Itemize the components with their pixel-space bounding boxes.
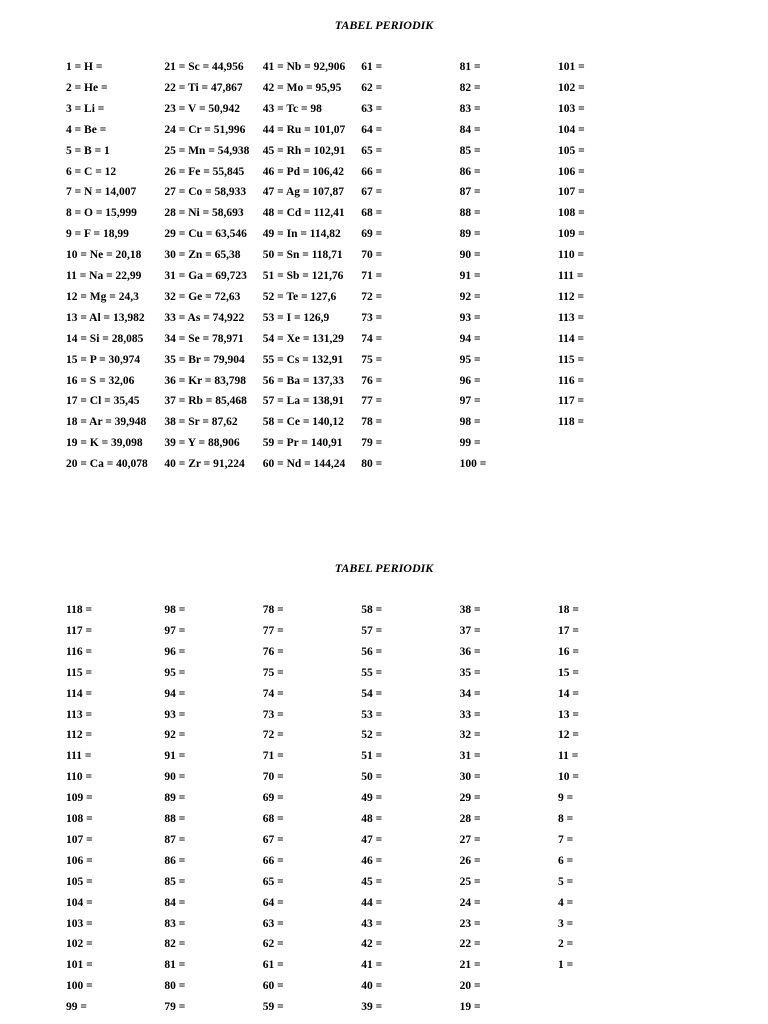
element-entry: 43 = Tc = 98 [262, 102, 322, 115]
element-entry: 89 = [164, 792, 186, 805]
element-entry: 25 = Mn = 54,938 [164, 144, 250, 157]
element-entry: 48 = Cd = 112,41 [262, 207, 345, 220]
element-entry: 94 = [164, 687, 186, 700]
element-entry: 66 = [361, 165, 383, 178]
element-entry: 78 = [361, 416, 383, 429]
element-entry: 99 = [66, 1001, 87, 1014]
element-entry: 92 = [164, 729, 186, 742]
element-entry: 115 = [558, 353, 585, 366]
element-entry: 32 = [459, 729, 481, 742]
element-entry: 37 = Rb = 85,468 [164, 395, 247, 408]
element-entry: 8 = [558, 813, 574, 825]
element-entry: 101 = [558, 61, 585, 73]
element-entry: 26 = [459, 854, 481, 867]
element-entry: 19 = K = 39,098 [66, 437, 143, 450]
element-entry: 117 = [66, 624, 93, 637]
element-entry: 86 = [164, 854, 186, 867]
element-entry: 49 = In = 114,82 [262, 228, 341, 241]
element-entry: 33 = [459, 708, 481, 721]
element-entry: 90 = [164, 771, 186, 784]
element-entry: 89 = [459, 228, 481, 241]
element-entry: 18 = Ar = 39,948 [66, 416, 147, 429]
element-entry: 92 = [459, 290, 481, 303]
element-entry: 9 = [558, 792, 574, 805]
element-entry: 102 = [558, 81, 585, 94]
element-entry: 10 = [558, 771, 579, 784]
element-entry: 51 = Sb = 121,76 [262, 270, 344, 282]
element-entry: 45 = [361, 875, 383, 888]
element-entry: 79 = [361, 437, 383, 450]
element-entry: 11 = Na = 22,99 [66, 270, 142, 282]
element-entry: 4 = [558, 896, 574, 909]
element-entry: 22 = Ti = 47,867 [164, 81, 243, 94]
element-entry: 52 = [361, 729, 383, 742]
element-entry: 71 = [262, 750, 284, 763]
element-entry: 84 = [459, 123, 481, 136]
element-entry: 98 = [164, 604, 186, 616]
element-entry: 46 = [361, 854, 383, 867]
element-entry: 62 = [361, 81, 383, 94]
element-entry: 76 = [262, 645, 284, 658]
element-entry: 41 = [361, 959, 383, 972]
element-entry: 56 = [361, 645, 383, 658]
element-entry: 51 = [361, 750, 383, 763]
element-entry: 5 = [558, 875, 574, 888]
element-entry: 15 = [558, 666, 579, 679]
element-entry: 64 = [262, 896, 284, 909]
element-entry: 106 = [66, 854, 93, 867]
element-entry: 113 = [66, 708, 93, 721]
element-entry: 102 = [66, 938, 93, 951]
element-entry: 93 = [459, 311, 481, 324]
element-entry: 35 = Br = 79,904 [164, 353, 245, 366]
element-entry: 59 = Pr = 140,91 [262, 437, 343, 450]
element-entry: 67 = [361, 186, 383, 199]
element-entry: 52 = Te = 127,6 [262, 290, 337, 303]
element-entry: 26 = Fe = 55,845 [164, 165, 245, 178]
element-entry: 65 = [361, 144, 383, 157]
element-entry: 83 = [459, 102, 481, 115]
element-entry: 87 = [164, 833, 186, 846]
element-entry: 30 = Zn = 65,38 [164, 249, 241, 262]
element-entry: 42 = Mo = 95,95 [262, 81, 342, 94]
element-entry: 58 = Ce = 140,12 [262, 416, 344, 429]
element-entry: 95 = [459, 353, 481, 366]
element-entry: 95 = [164, 666, 186, 679]
element-entry: 9 = F = 18,99 [66, 228, 129, 241]
element-entry: 85 = [164, 875, 186, 888]
element-entry: 63 = [262, 917, 284, 930]
element-entry: 39 = Y = 88,906 [164, 437, 240, 450]
element-entry: 29 = [459, 792, 481, 805]
element-entry: 104 = [558, 123, 585, 136]
element-entry: 27 = [459, 833, 481, 846]
element-entry: 32 = Ge = 72,63 [164, 290, 241, 303]
element-entry: 104 = [66, 896, 93, 909]
element-entry: 7 = [558, 833, 574, 846]
element-entry: 24 = Cr = 51,996 [164, 123, 246, 136]
element-entry: 100 = [66, 980, 93, 993]
element-entry: 1 = [558, 959, 574, 972]
element-entry: 3 = Li = [66, 102, 105, 115]
element-entry: 45 = Rh = 102,91 [262, 144, 346, 157]
element-entry: 16 = S = 32,06 [66, 374, 135, 387]
element-entry: 36 = Kr = 83,798 [164, 374, 246, 387]
element-entry: 109 = [558, 228, 585, 241]
element-entry: 47 = Ag = 107,87 [262, 186, 344, 199]
element-entry: 96 = [459, 374, 481, 387]
element-entry: 28 = [459, 813, 481, 825]
element-entry: 24 = [459, 896, 481, 909]
element-entry: 96 = [164, 645, 186, 658]
element-entry: 35 = [459, 666, 481, 679]
element-entry: 14 = Si = 28,085 [66, 332, 144, 345]
element-entry: 20 = Ca = 40,078 [66, 458, 148, 471]
element-entry: 12 = Mg = 24,3 [66, 290, 139, 303]
element-entry: 23 = V = 50,942 [164, 102, 241, 115]
element-entry: 28 = Ni = 58,693 [164, 207, 244, 220]
element-entry: 48 = [361, 813, 383, 825]
element-entry: 6 = C = 12 [66, 165, 117, 178]
element-entry: 80 = [164, 980, 186, 993]
element-entry: 82 = [164, 938, 186, 951]
element-entry: 86 = [459, 165, 481, 178]
element-entry: 44 = [361, 896, 383, 909]
element-entry: 99 = [459, 437, 481, 450]
element-entry: 105 = [66, 875, 93, 888]
element-entry: 97 = [164, 624, 186, 637]
element-entry: 74 = [262, 687, 284, 700]
element-entry: 55 = Cs = 132,91 [262, 353, 344, 366]
element-entry: 69 = [262, 792, 284, 805]
element-entry: 75 = [361, 353, 383, 366]
element-entry: 7 = N = 14,007 [66, 186, 137, 199]
element-entry: 103 = [558, 102, 585, 115]
element-entry: 112 = [558, 290, 585, 303]
element-entry: 81 = [459, 61, 481, 73]
element-entry: 110 = [66, 771, 93, 784]
element-entry: 37 = [459, 624, 481, 637]
element-entry: 101 = [66, 959, 93, 972]
element-entry: 65 = [262, 875, 284, 888]
element-entry: 57 = [361, 624, 383, 637]
element-entry: 13 = [558, 708, 579, 721]
element-entry: 60 = Nd = 144,24 [262, 458, 346, 471]
element-entry: 13 = Al = 13,982 [66, 311, 145, 324]
element-entry: 115 = [66, 666, 93, 679]
element-entry: 58 = [361, 604, 383, 616]
element-entry: 50 = Sn = 118,71 [262, 249, 343, 262]
element-entry: 114 = [66, 687, 93, 700]
element-entry: 109 = [66, 792, 93, 805]
element-entry: 42 = [361, 938, 383, 951]
element-entry: 100 = [459, 458, 487, 471]
element-entry: 46 = Pd = 106,42 [262, 165, 344, 178]
element-entry: 107 = [558, 186, 585, 199]
element-entry: 78 = [262, 604, 284, 616]
element-entry: 38 = Sr = 87,62 [164, 416, 238, 429]
element-entry: 10 = Ne = 20,18 [66, 249, 142, 262]
element-entry: 15 = P = 30,974 [66, 353, 141, 366]
element-entry: 38 = [459, 604, 481, 616]
element-entry: 16 = [558, 645, 579, 658]
element-entry: 72 = [361, 290, 383, 303]
element-entry: 17 = [558, 624, 579, 637]
element-entry: 72 = [262, 729, 284, 742]
element-entry: 80 = [361, 458, 383, 471]
element-entry: 112 = [66, 729, 93, 742]
element-entry: 68 = [361, 207, 383, 220]
element-entry: 70 = [262, 771, 284, 784]
element-entry: 60 = [262, 980, 284, 993]
element-entry: 105 = [558, 144, 585, 157]
element-entry: 12 = [558, 729, 579, 742]
element-entry: 23 = [459, 917, 481, 930]
element-entry: 64 = [361, 123, 383, 136]
element-entry: 73 = [361, 311, 383, 324]
element-entry: 88 = [459, 207, 481, 220]
element-entry: 53 = [361, 708, 383, 721]
element-entry: 19 = [459, 1001, 481, 1014]
element-entry: 79 = [164, 1001, 186, 1014]
element-entry: 56 = Ba = 137,33 [262, 374, 344, 387]
element-entry: 66 = [262, 854, 284, 867]
element-entry: 3 = [558, 917, 574, 930]
element-entry: 21 = [459, 959, 481, 972]
element-entry: 54 = Xe = 131,29 [262, 332, 344, 345]
element-entry: 55 = [361, 666, 383, 679]
element-entry: 4 = Be = [66, 123, 107, 136]
element-entry: 82 = [459, 81, 481, 94]
element-entry: 88 = [164, 813, 186, 825]
element-entry: 71 = [361, 270, 383, 282]
element-entry: 69 = [361, 228, 383, 241]
element-entry: 118 = [558, 416, 585, 429]
element-entry: 94 = [459, 332, 481, 345]
element-entry: 31 = Ga = 69,723 [164, 270, 247, 282]
element-entry: 2 = He = [66, 81, 108, 94]
element-entry: 106 = [558, 165, 585, 178]
element-entry: 40 = [361, 980, 383, 993]
element-entry: 83 = [164, 917, 186, 930]
element-entry: 6 = [558, 854, 574, 867]
element-entry: 77 = [361, 395, 383, 408]
element-entry: 54 = [361, 687, 383, 700]
element-entry: 30 = [459, 771, 481, 784]
element-entry: 2 = [558, 938, 574, 951]
element-entry: 21 = Sc = 44,956 [164, 61, 244, 73]
element-entry: 98 = [459, 416, 481, 429]
element-entry: 97 = [459, 395, 481, 408]
element-entry: 77 = [262, 624, 284, 637]
element-entry: 34 = [459, 687, 481, 700]
element-entry: 70 = [361, 249, 383, 262]
table-2-title: TABEL PERIODIK [334, 561, 434, 575]
element-entry: 118 = [66, 604, 93, 616]
element-entry: 44 = Ru = 101,07 [262, 123, 346, 136]
element-entry: 43 = [361, 917, 383, 930]
element-entry: 91 = [459, 270, 481, 282]
element-entry: 17 = Cl = 35,45 [66, 395, 140, 408]
element-entry: 103 = [66, 917, 93, 930]
element-entry: 110 = [558, 249, 585, 262]
element-entry: 91 = [164, 750, 186, 763]
element-entry: 111 = [558, 270, 584, 282]
table-1-title: TABEL PERIODIK [334, 18, 434, 32]
element-entry: 68 = [262, 813, 284, 825]
element-entry: 47 = [361, 833, 383, 846]
element-entry: 50 = [361, 771, 383, 784]
element-entry: 59 = [262, 1001, 284, 1014]
element-entry: 41 = Nb = 92,906 [262, 61, 346, 73]
element-entry: 49 = [361, 792, 383, 805]
element-entry: 31 = [459, 750, 481, 763]
element-entry: 20 = [459, 980, 481, 993]
element-entry: 36 = [459, 645, 481, 658]
element-entry: 53 = I = 126,9 [262, 311, 330, 324]
element-entry: 113 = [558, 311, 585, 324]
element-entry: 116 = [558, 374, 585, 387]
element-entry: 63 = [361, 102, 383, 115]
element-entry: 116 = [66, 645, 93, 658]
element-entry: 107 = [66, 833, 93, 846]
element-entry: 117 = [558, 395, 585, 408]
element-entry: 27 = Co = 58,933 [164, 186, 247, 199]
element-entry: 39 = [361, 1001, 383, 1014]
element-entry: 34 = Se = 78,971 [164, 332, 244, 345]
element-entry: 5 = B = 1 [66, 144, 110, 157]
element-entry: 76 = [361, 374, 383, 387]
element-entry: 1 = H = [66, 61, 103, 73]
element-entry: 67 = [262, 833, 284, 846]
element-entry: 62 = [262, 938, 284, 951]
element-entry: 29 = Cu = 63,546 [164, 228, 247, 241]
element-entry: 22 = [459, 938, 481, 951]
element-entry: 33 = As = 74,922 [164, 311, 245, 324]
element-entry: 14 = [558, 687, 579, 700]
element-entry: 73 = [262, 708, 284, 721]
element-entry: 111 = [66, 750, 92, 763]
element-entry: 108 = [558, 207, 585, 220]
element-entry: 74 = [361, 332, 383, 345]
element-entry: 84 = [164, 896, 186, 909]
element-entry: 108 = [66, 813, 93, 825]
element-entry: 61 = [262, 959, 284, 972]
element-entry: 114 = [558, 332, 585, 345]
element-entry: 81 = [164, 959, 186, 972]
element-entry: 8 = O = 15,999 [66, 207, 137, 220]
element-entry: 75 = [262, 666, 284, 679]
element-entry: 90 = [459, 249, 481, 262]
element-entry: 11 = [558, 750, 579, 763]
element-entry: 40 = Zr = 91,224 [164, 458, 245, 471]
element-entry: 87 = [459, 186, 481, 199]
element-entry: 18 = [558, 604, 579, 616]
element-entry: 25 = [459, 875, 481, 888]
element-entry: 85 = [459, 144, 481, 157]
element-entry: 93 = [164, 708, 186, 721]
element-entry: 57 = La = 138,91 [262, 395, 344, 408]
element-entry: 61 = [361, 61, 383, 73]
